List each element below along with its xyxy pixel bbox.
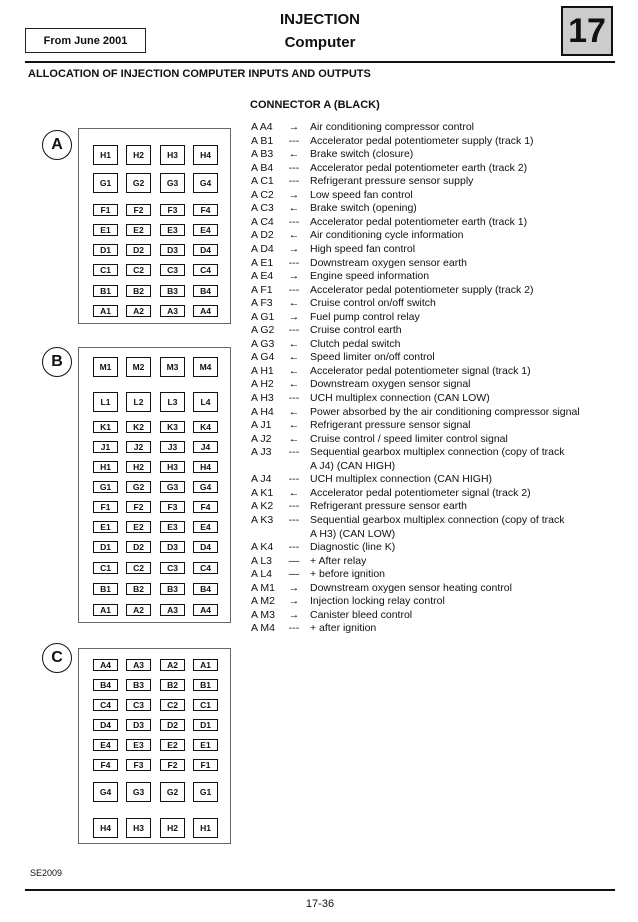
- pin-description: Fuel pump control relay: [310, 310, 420, 323]
- pin-direction: →: [288, 188, 300, 201]
- pin-code: A C3: [251, 202, 274, 215]
- connector-pin-cell: H1: [93, 461, 118, 473]
- connector-pin-cell: M1: [93, 357, 118, 377]
- pin-direction: ---: [288, 541, 300, 554]
- pin-code: A G2: [251, 324, 275, 337]
- connector-pin-cell: G3: [126, 782, 151, 802]
- connector-pin-cell: B1: [93, 285, 118, 297]
- page-subtitle: Computer: [284, 34, 356, 51]
- connector-pin-cell: B3: [160, 285, 185, 297]
- connector-pin-cell: B1: [193, 679, 218, 691]
- connector-pin-cell: G2: [126, 173, 151, 193]
- connector-pin-cell: H2: [126, 461, 151, 473]
- connector-pin-cell: H4: [193, 461, 218, 473]
- connector-pin-cell: K2: [126, 421, 151, 433]
- connector-pin-cell: D1: [193, 719, 218, 731]
- pin-code: A H2: [251, 378, 274, 391]
- pin-code: A J2: [251, 432, 272, 445]
- pin-description: Diagnostic (line K): [310, 541, 396, 554]
- connector-pin-cell: F3: [160, 501, 185, 513]
- pin-code: A J4: [251, 473, 272, 486]
- connector-pin-cell: G3: [160, 173, 185, 193]
- pin-direction: ←: [288, 364, 300, 377]
- pin-row: [0, 324, 638, 338]
- connector-pin-cell: E1: [193, 739, 218, 751]
- connector-pin-cell: B3: [160, 583, 185, 595]
- pin-description: Injection locking relay control: [310, 595, 445, 608]
- pin-description: Sequential gearbox multiplex connection (copy of track: [310, 513, 565, 526]
- pin-description: Cruise control / speed limiter control signal: [310, 432, 508, 445]
- connector-pin-cell: H2: [126, 145, 151, 165]
- connector-pin-cell: F1: [193, 759, 218, 771]
- pin-code: A G4: [251, 351, 275, 364]
- pin-direction: ←: [288, 486, 300, 499]
- connector-pin-cell: C4: [93, 699, 118, 711]
- connector-pin-cell: B2: [126, 583, 151, 595]
- connector-pin-cell: M2: [126, 357, 151, 377]
- pin-direction: ←: [288, 297, 300, 310]
- pin-direction: ---: [288, 500, 300, 513]
- pin-code: A L4: [251, 568, 273, 581]
- pin-code: A H1: [251, 364, 274, 377]
- connector-pin-cell: B4: [193, 583, 218, 595]
- pin-code: A G3: [251, 337, 275, 350]
- pin-description: Accelerator pedal potentiometer signal (track 2): [310, 486, 531, 499]
- pin-description: Accelerator pedal potentiometer signal (track 1): [310, 364, 531, 377]
- connector-pin-cell: E3: [160, 521, 185, 533]
- pin-description: Brake switch (opening): [310, 202, 417, 215]
- connector-pin-cell: K1: [93, 421, 118, 433]
- connector-pin-cell: G4: [93, 782, 118, 802]
- pin-code: A K3: [251, 513, 274, 526]
- pin-direction: ---: [288, 215, 300, 228]
- connector-pin-cell: J1: [93, 441, 118, 453]
- pin-code: A H4: [251, 405, 274, 418]
- footer-rule: [25, 889, 615, 891]
- figure-code: SE2009: [30, 868, 63, 878]
- connector-pin-cell: E2: [126, 521, 151, 533]
- pin-code: A J3: [251, 446, 272, 459]
- connector-pin-cell: L4: [193, 392, 218, 412]
- connector-pin-cell: H3: [160, 145, 185, 165]
- connector-pin-cell: H1: [193, 818, 218, 838]
- connector-pin-cell: G2: [160, 782, 185, 802]
- pin-description: Air conditioning cycle information: [310, 229, 464, 242]
- pin-code: A M2: [251, 595, 275, 608]
- connector-pin-cell: A4: [193, 305, 218, 317]
- pin-direction: ---: [288, 392, 300, 404]
- connector-pin-cell: D1: [93, 541, 118, 553]
- connector-pin-cell: H3: [126, 818, 151, 838]
- connector-pin-cell: F1: [93, 501, 118, 513]
- connector-pin-cell: D3: [160, 244, 185, 256]
- connector-pin-cell: C1: [193, 699, 218, 711]
- connector-pin-cell: A4: [193, 604, 218, 616]
- connector-pin-cell: B4: [93, 679, 118, 691]
- pin-description: + before ignition: [310, 568, 386, 581]
- connector-pin-cell: E4: [193, 224, 218, 236]
- pin-direction: →: [288, 270, 300, 283]
- pin-description: A H3) (CAN LOW): [310, 527, 396, 540]
- pin-description: Refrigerant pressure sensor supply: [310, 175, 474, 188]
- pin-description: Accelerator pedal potentiometer supply (track 2): [310, 283, 534, 296]
- pin-description: Downstream oxygen sensor heating control: [310, 581, 512, 594]
- connector-pin-cell: E2: [160, 739, 185, 751]
- pin-code: A J1: [251, 419, 272, 432]
- connector-pin-cell: H1: [93, 145, 118, 165]
- connector-pin-cell: C3: [126, 699, 151, 711]
- pin-direction: ---: [288, 324, 300, 337]
- connector-pin-cell: D3: [126, 719, 151, 731]
- connector-pin-cell: D2: [126, 244, 151, 256]
- connector-pin-cell: G3: [160, 481, 185, 493]
- connector-label-c: C: [42, 643, 72, 673]
- connector-pin-cell: H2: [160, 818, 185, 838]
- connector-pin-cell: B2: [126, 285, 151, 297]
- pin-description: Cruise control earth: [310, 324, 402, 337]
- pin-code: A G1: [251, 310, 275, 323]
- connector-pin-cell: F1: [93, 204, 118, 216]
- pin-direction: ←: [288, 148, 300, 161]
- pin-description: Downstream oxygen sensor signal: [310, 378, 471, 391]
- connector-pin-cell: F2: [126, 204, 151, 216]
- connector-pin-cell: E4: [93, 739, 118, 751]
- connector-pin-cell: E1: [93, 521, 118, 533]
- pin-description: Air conditioning compressor control: [310, 121, 474, 133]
- pin-direction: ---: [288, 446, 300, 459]
- pin-direction: ---: [288, 283, 300, 296]
- connector-pin-cell: A2: [126, 604, 151, 616]
- connector-label-b: B: [42, 347, 72, 377]
- pin-description: Refrigerant pressure sensor signal: [310, 419, 471, 432]
- pin-description: Canister bleed control: [310, 608, 413, 621]
- pin-code: A K1: [251, 486, 274, 499]
- connector-pin-cell: H4: [93, 818, 118, 838]
- connector-pin-cell: D2: [126, 541, 151, 553]
- pin-description: Accelerator pedal potentiometer earth (track 1): [310, 215, 528, 228]
- pin-description: UCH multiplex connection (CAN HIGH): [310, 473, 493, 486]
- pin-code: A C4: [251, 215, 274, 228]
- connector-pin-cell: D1: [93, 244, 118, 256]
- pin-direction: ←: [288, 229, 300, 242]
- connector-pin-cell: C1: [93, 264, 118, 276]
- pin-direction: →: [288, 581, 300, 594]
- connector-pin-cell: G1: [93, 481, 118, 493]
- pin-direction: ←: [288, 378, 300, 391]
- connector-pin-cell: F2: [160, 759, 185, 771]
- connector-pin-cell: F4: [193, 204, 218, 216]
- pin-direction: ←: [288, 405, 300, 418]
- connector-pin-cell: A3: [126, 659, 151, 671]
- pin-description: Low speed fan control: [310, 188, 413, 201]
- connector-pin-cell: C2: [160, 699, 185, 711]
- connector-pin-cell: C2: [126, 562, 151, 574]
- pin-code: A M3: [251, 608, 275, 621]
- connector-pin-cell: D2: [160, 719, 185, 731]
- connector-pin-cell: C4: [193, 562, 218, 574]
- connector-pin-cell: A1: [93, 604, 118, 616]
- pin-description: + After relay: [310, 554, 367, 567]
- connector-pin-cell: E4: [193, 521, 218, 533]
- pin-description: + after ignition: [310, 622, 377, 635]
- pin-code: A A4: [251, 121, 273, 133]
- connector-a-title: CONNECTOR A (BLACK): [250, 99, 380, 111]
- connector-pin-cell: B4: [193, 285, 218, 297]
- pin-code: A M1: [251, 581, 275, 594]
- connector-pin-cell: D4: [193, 541, 218, 553]
- connector-pin-cell: F2: [126, 501, 151, 513]
- connector-pin-cell: D4: [93, 719, 118, 731]
- connector-pin-cell: J3: [160, 441, 185, 453]
- pin-direction: —: [288, 554, 300, 567]
- pin-code: A L3: [251, 554, 273, 567]
- pin-row: [0, 622, 638, 636]
- connector-pin-cell: F4: [193, 501, 218, 513]
- pin-direction: →: [288, 242, 300, 255]
- pin-direction: →: [288, 595, 300, 608]
- pin-code: A B4: [251, 161, 274, 174]
- connector-pin-cell: C3: [160, 264, 185, 276]
- pin-code: A H3: [251, 392, 274, 404]
- pin-description: Speed limiter on/off control: [310, 351, 435, 364]
- connector-pin-cell: C2: [126, 264, 151, 276]
- connector-pin-cell: G2: [126, 481, 151, 493]
- connector-pin-cell: H4: [193, 145, 218, 165]
- pin-direction: ---: [288, 175, 300, 188]
- pin-code: A E1: [251, 256, 274, 269]
- connector-pin-cell: G1: [193, 782, 218, 802]
- pin-code: A C2: [251, 188, 274, 201]
- pin-code: A D4: [251, 242, 274, 255]
- pin-description: Power absorbed by the air conditioning compressor signal: [310, 405, 580, 418]
- connector-pin-cell: A2: [160, 659, 185, 671]
- from-date-box: From June 2001: [25, 28, 146, 53]
- connector-pin-cell: M4: [193, 357, 218, 377]
- pin-direction: ---: [288, 161, 300, 174]
- connector-pin-cell: J2: [126, 441, 151, 453]
- chapter-number: 17: [561, 6, 613, 56]
- connector-pin-cell: E3: [160, 224, 185, 236]
- pin-direction: ←: [288, 351, 300, 364]
- connector-pin-cell: J4: [193, 441, 218, 453]
- connector-pin-cell: G4: [193, 481, 218, 493]
- pin-code: A C1: [251, 175, 274, 188]
- pin-direction: ---: [288, 622, 300, 635]
- connector-pin-cell: D3: [160, 541, 185, 553]
- connector-pin-cell: B3: [126, 679, 151, 691]
- pin-direction: ←: [288, 419, 300, 432]
- connector-pin-cell: A1: [193, 659, 218, 671]
- pin-code: A K4: [251, 541, 274, 554]
- connector-pin-cell: K4: [193, 421, 218, 433]
- pin-description: Brake switch (closure): [310, 148, 414, 161]
- connector-pin-cell: E3: [126, 739, 151, 751]
- connector-pin-cell: E1: [93, 224, 118, 236]
- connector-pin-cell: G1: [93, 173, 118, 193]
- pin-direction: →: [288, 608, 300, 621]
- section-title: ALLOCATION OF INJECTION COMPUTER INPUTS AND OUTPUTS: [28, 68, 371, 80]
- connector-pin-cell: E2: [126, 224, 151, 236]
- pin-direction: ---: [288, 256, 300, 269]
- pin-direction: →: [288, 310, 300, 323]
- pin-description: Accelerator pedal potentiometer earth (track 2): [310, 161, 528, 174]
- pin-description: Clutch pedal switch: [310, 337, 401, 350]
- connector-pin-cell: B2: [160, 679, 185, 691]
- pin-code: A B1: [251, 134, 274, 147]
- connector-pin-cell: C4: [193, 264, 218, 276]
- connector-pin-cell: A2: [126, 305, 151, 317]
- pin-direction: →: [288, 121, 300, 133]
- connector-pin-cell: B1: [93, 583, 118, 595]
- connector-pin-cell: K3: [160, 421, 185, 433]
- connector-pin-cell: F3: [126, 759, 151, 771]
- connector-pin-cell: A1: [93, 305, 118, 317]
- connector-pin-cell: D4: [193, 244, 218, 256]
- pin-code: A B3: [251, 148, 274, 161]
- pin-direction: ---: [288, 513, 300, 526]
- pin-code: A K2: [251, 500, 274, 513]
- connector-pin-cell: A4: [93, 659, 118, 671]
- pin-direction: ---: [288, 134, 300, 147]
- pin-direction: ---: [288, 473, 300, 486]
- connector-pin-cell: A3: [160, 305, 185, 317]
- pin-direction: ←: [288, 337, 300, 350]
- pin-code: A F3: [251, 297, 273, 310]
- pin-description: UCH multiplex connection (CAN LOW): [310, 392, 490, 404]
- connector-pin-cell: L2: [126, 392, 151, 412]
- pin-direction: ←: [288, 432, 300, 445]
- pin-code: A D2: [251, 229, 274, 242]
- pin-description: Engine speed information: [310, 270, 430, 283]
- connector-pin-cell: L1: [93, 392, 118, 412]
- connector-pin-cell: G4: [193, 173, 218, 193]
- pin-direction: —: [288, 568, 300, 581]
- connector-pin-cell: C3: [160, 562, 185, 574]
- connector-pin-cell: M3: [160, 357, 185, 377]
- pin-code: A M4: [251, 622, 275, 635]
- connector-pin-cell: A3: [160, 604, 185, 616]
- page-number: 17-36: [305, 898, 335, 910]
- header-rule: [25, 61, 615, 63]
- connector-pin-cell: F4: [93, 759, 118, 771]
- page-title: INJECTION: [279, 11, 360, 28]
- pin-description: High speed fan control: [310, 242, 416, 255]
- connector-pin-cell: H3: [160, 461, 185, 473]
- connector-pin-cell: L3: [160, 392, 185, 412]
- pin-description: Accelerator pedal potentiometer supply (track 1): [310, 134, 534, 147]
- connector-label-a: A: [42, 130, 72, 160]
- pin-code: A F1: [251, 283, 273, 296]
- connector-pin-cell: F3: [160, 204, 185, 216]
- pin-description: Sequential gearbox multiplex connection (copy of track: [310, 446, 565, 459]
- pin-description: A J4) (CAN HIGH): [310, 459, 396, 472]
- pin-description: Cruise control on/off switch: [310, 297, 436, 310]
- pin-code: A E4: [251, 270, 274, 283]
- pin-direction: ←: [288, 202, 300, 215]
- pin-description: Downstream oxygen sensor earth: [310, 256, 467, 269]
- pin-description: Refrigerant pressure sensor earth: [310, 500, 467, 513]
- connector-pin-cell: C1: [93, 562, 118, 574]
